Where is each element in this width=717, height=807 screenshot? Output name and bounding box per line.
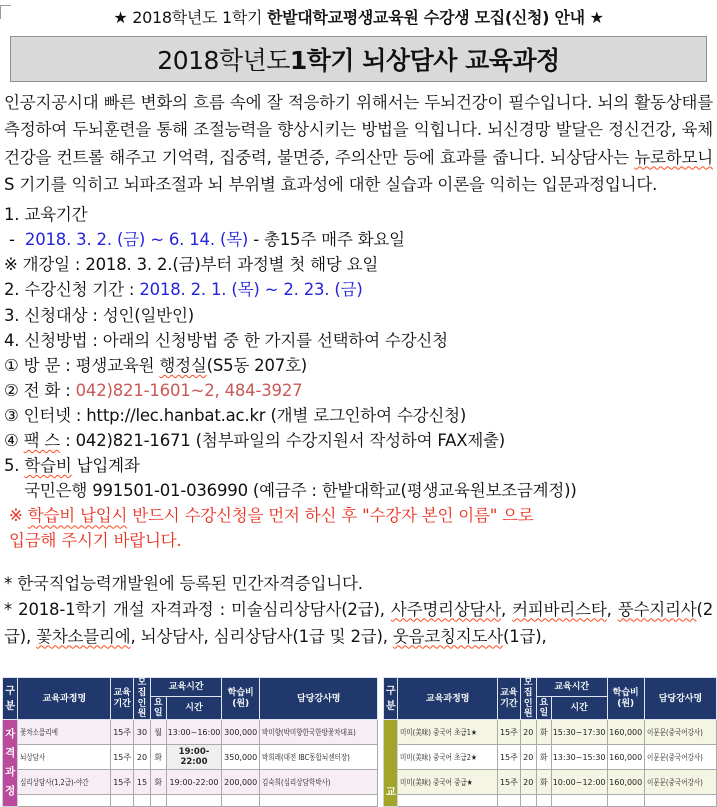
schedule-table (2, 677, 378, 807)
table-cell (398, 795, 498, 807)
text-line (4, 428, 713, 453)
text-segment: 인공지공시대 빠른 변화의 흐름 속에 잘 적응하기 위해서는 두뇌건강이 필수입니다. 뇌의 활동상태를 측정하여 두뇌훈련을 통해 조절능력을 향상시키는 방법을 익힙니다. 뇌신경망 발달은 정신건강, 육체건강을 컨트롤 해주고 기억력, 집중력, 불면증, 주의산만 등에 효과를 줍니다. 뇌상담사는 (4, 93, 713, 167)
text-segment: 풍수지리사 (617, 599, 697, 619)
table-cell: 350,000 (222, 745, 260, 770)
text-segment: 뉴로하모니 (634, 147, 713, 167)
table-cell: 15주 (498, 745, 520, 770)
text-segment: 반드시 수강신청을 먼저 하신 후 "수강자 본인 이름" 으로 (127, 506, 534, 526)
table-cell (18, 745, 111, 770)
group-label-char: 정 (5, 785, 16, 798)
text-segment: S 기기를 익히고 뇌파조절과 뇌 부위별 효과성에 대한 실습과 이론을 익히는 입문과정입니다. (4, 174, 658, 194)
table-cell-text: 이문문(중국어강사) (646, 777, 703, 787)
page-corner-mark (0, 5, 11, 19)
table-header-cell: 모집인원 (520, 678, 536, 720)
table-cell (398, 720, 498, 745)
text-segment: , 뇌상담사, 심리상담사(1급 및 2급), (130, 626, 393, 646)
table-cell: 30 (133, 720, 150, 745)
text-segment: ※ (4, 506, 28, 526)
table-cell (607, 795, 644, 807)
table-cell: 15주 (498, 720, 520, 745)
text-segment: 학습비 납입시 (27, 506, 128, 526)
table-cell (260, 795, 378, 807)
text-segment: 커피바리스타 (512, 599, 607, 619)
text-segment: 2. 수강신청 기간 : (4, 280, 140, 300)
table-cell: 15:30~17:30 (551, 720, 607, 745)
table-header-cell: 구분 (3, 678, 18, 720)
table-cell: 15주 (498, 770, 520, 795)
text-line (4, 303, 713, 328)
table-header-cell: 교육시간 (150, 678, 221, 697)
text-segment: * 2018-1학기 개설 자격과정 : 미술심리상담사(2급), (4, 599, 391, 619)
text-segment: 국민은행 991501-01-036990 (예금주 : 한밭대학교(평생교육원보조금계정)) (4, 481, 577, 501)
table-header-cell: 모집인원 (133, 678, 150, 720)
table-row (384, 770, 717, 795)
text-line (4, 353, 713, 378)
table-cell: 19:00-22:00 (166, 745, 222, 770)
table-cell-text: 꽃차소믈리에 (20, 727, 59, 737)
text-line (4, 277, 713, 302)
table-cell: 160,000 (607, 745, 644, 770)
table-cell-text: 이문문(중국어강사) (646, 727, 703, 737)
table-header-cell: 담당강사명 (260, 678, 378, 720)
text-segment: - 총15주 매주 화요일 (248, 230, 405, 250)
top-notice-post: ★ (584, 8, 604, 27)
table-header-cell: 학습비(원) (607, 678, 644, 720)
group-label-char: 교 (385, 786, 396, 799)
course-info-lines (4, 202, 713, 595)
table-cell: 15 (133, 770, 150, 795)
table-cell: 화 (536, 745, 551, 770)
table-row (384, 745, 717, 770)
course-title-main: 1학기 뇌상담사 교육과정 (289, 46, 560, 75)
group-label-char: 자 (5, 728, 16, 741)
table-cell (260, 770, 378, 795)
table-cell-text: 이문문(중국어강사) (646, 752, 703, 762)
text-segment: 4. 신청방법 : 아래의 신청방법 중 한 가지를 선택하여 수강신청 (4, 330, 448, 350)
course-title-year: 2018학년도 (157, 46, 290, 75)
text-segment: * 한국직업능력개발원에 등록된 민간자격증입니다. (4, 573, 363, 593)
text-segment: ※ 개강일 : 2018. 3. 2.(금)부터 과정별 첫 해당 요일 (4, 255, 379, 275)
table-header-cell: 교육기간 (111, 678, 134, 720)
text-line (4, 328, 713, 353)
table-cell: 15주 (111, 770, 134, 795)
table-row (384, 720, 717, 745)
text-segment: 042)821-1601~2, 484-3927 (75, 380, 303, 400)
table-cell: 160,000 (607, 720, 644, 745)
text-line (4, 571, 713, 596)
table-cell (260, 720, 378, 745)
table-cell (18, 720, 111, 745)
text-segment: (1급), (503, 626, 547, 646)
text-line (4, 503, 713, 528)
text-segment: 꽃차소믈리에 (36, 626, 131, 646)
text-segment: - (4, 230, 25, 250)
table-row-partial (384, 795, 717, 807)
text-line (4, 478, 713, 503)
table-cell: 20 (520, 745, 536, 770)
table-cell (644, 720, 716, 745)
text-segment: 사주명리상담사 (390, 599, 502, 619)
table-cell (398, 745, 498, 770)
table-header-cell: 교육과정명 (18, 678, 111, 720)
table-header-cell: 교육과정명 (398, 678, 498, 720)
table-header-cell: 구분 (384, 678, 398, 720)
table-cell (398, 770, 498, 795)
table-cell: 200,000 (222, 770, 260, 795)
table-cell (166, 795, 222, 807)
table-cell (222, 795, 260, 807)
top-notice-bold: 한밭대학교평생교육원 수강생 모집(신청) 안내 (266, 8, 585, 27)
text-segment: , (606, 599, 618, 619)
top-notice-pre: ★ 2018학년도 1학기 (113, 8, 267, 27)
table-cell (18, 770, 111, 795)
table-cell: 화 (536, 720, 551, 745)
table-cell: 13:00~16:00 (166, 720, 222, 745)
table-cell-text: 박희래(대전 IBC통합뇌센터장) (262, 752, 350, 762)
table-cell (111, 795, 134, 807)
table-cell (18, 795, 111, 807)
table-cell (150, 795, 166, 807)
table-cell-text: 김숙희(심리상담학박사) (262, 777, 331, 787)
text-line (4, 528, 713, 553)
text-segment: 5. (4, 456, 25, 476)
table-cell (520, 795, 536, 807)
table-cell: 13:30~15:30 (551, 745, 607, 770)
text-segment: 입금해 주시기 바랍니다. (4, 531, 182, 551)
schedule-table-left (2, 677, 378, 807)
table-cell: 월 (150, 720, 166, 745)
table-cell: 15주 (111, 720, 134, 745)
text-segment: ③ 인터넷 : http://lec.hanbat.ac.kr (개별 로그인하여 수강신청) (4, 405, 467, 425)
table-cell (644, 770, 716, 795)
text-line (4, 453, 713, 478)
text-segment: ② 전 화 : (4, 380, 76, 400)
text-line (4, 403, 713, 428)
table-header-cell: 교육시간 (536, 678, 607, 697)
schedule-tables (2, 677, 717, 807)
table-cell: 20 (520, 720, 536, 745)
text-line (4, 252, 713, 277)
text-line (4, 378, 713, 403)
table-row-partial (3, 795, 378, 807)
top-notice (0, 5, 717, 28)
table-row (3, 745, 378, 770)
text-segment: 행정실 (159, 355, 207, 375)
table-cell: 19:00-22:00 (166, 770, 222, 795)
table-header-cell: 학습비(원) (222, 678, 260, 720)
text-segment: ① 방 문 : 평생교육원 (4, 355, 160, 375)
table-cell (551, 795, 607, 807)
text-segment: 팩 스 (23, 431, 61, 451)
table-cell (260, 745, 378, 770)
table-cell: 화 (150, 770, 166, 795)
table-cell-text: 뇌상담사 (20, 752, 46, 762)
table-cell-text: 미미(美味) 중국어 초급1★ (400, 727, 478, 737)
table-cell: 화 (536, 770, 551, 795)
table-header-cell: 요일 (150, 697, 166, 720)
schedule-table-right (383, 677, 717, 807)
table-cell (644, 745, 716, 770)
course-title-box (10, 36, 707, 82)
text-segment: : 042)821-1671 (첨부파일의 수강지원서 작성하여 FAX제출) (60, 431, 506, 451)
text-segment: , (501, 599, 513, 619)
schedule-table (383, 677, 717, 807)
course-list-paragraph (4, 596, 713, 650)
table-row (3, 770, 378, 795)
text-segment: ④ (4, 431, 24, 451)
table-header-cell: 시간 (166, 697, 222, 720)
text-segment: 2018. 3. 2. (금) ~ 6. 14. (목) (24, 230, 249, 250)
table-header-cell: 교육기간 (498, 678, 520, 720)
table-cell: 160,000 (607, 770, 644, 795)
table-header-cell: 시간 (551, 697, 607, 720)
table-cell-text: 심리상담사(1,2급)-야간 (20, 777, 90, 787)
table-cell (498, 795, 520, 807)
group-label-char: 격 (5, 747, 16, 760)
group-label-cell (3, 720, 18, 807)
table-cell-text: 미미(美味) 중국어 중급★ (400, 777, 473, 787)
text-segment: (2급), (4, 599, 713, 646)
table-row (3, 720, 378, 745)
group-label-char: 과 (5, 766, 16, 779)
text-segment: 학습비 (24, 456, 72, 476)
table-cell: 10:00~12:00 (551, 770, 607, 795)
table-cell-text: 미미(美味) 중국어 초급2★ (400, 752, 478, 762)
table-cell: 20 (520, 770, 536, 795)
text-segment: 2018. 2. 1. (목) ~ 2. 23. (금) (139, 280, 363, 300)
table-cell: 20 (133, 745, 150, 770)
table-cell: 300,000 (222, 720, 260, 745)
table-cell (536, 795, 551, 807)
table-header-cell: 담당강사명 (644, 678, 716, 720)
table-header-cell: 요일 (536, 697, 551, 720)
intro-paragraph (4, 89, 713, 198)
text-segment: 1. 교육기간 (4, 205, 88, 225)
text-segment: 3. 신청대상 : 성인(일반인) (4, 305, 194, 325)
table-cell (644, 795, 716, 807)
text-segment: 납입계좌 (71, 456, 140, 476)
text-segment: 웃음코칭지도사 (392, 626, 504, 646)
text-segment: (S5동 207호) (206, 355, 308, 375)
group-label-cell (384, 720, 398, 807)
text-line (4, 227, 713, 252)
table-cell: 화 (150, 745, 166, 770)
table-cell-text: 박미향(박미향한국한방꽃차대표) (262, 727, 356, 737)
table-cell (133, 795, 150, 807)
text-line (4, 202, 713, 227)
table-cell: 15주 (111, 745, 134, 770)
